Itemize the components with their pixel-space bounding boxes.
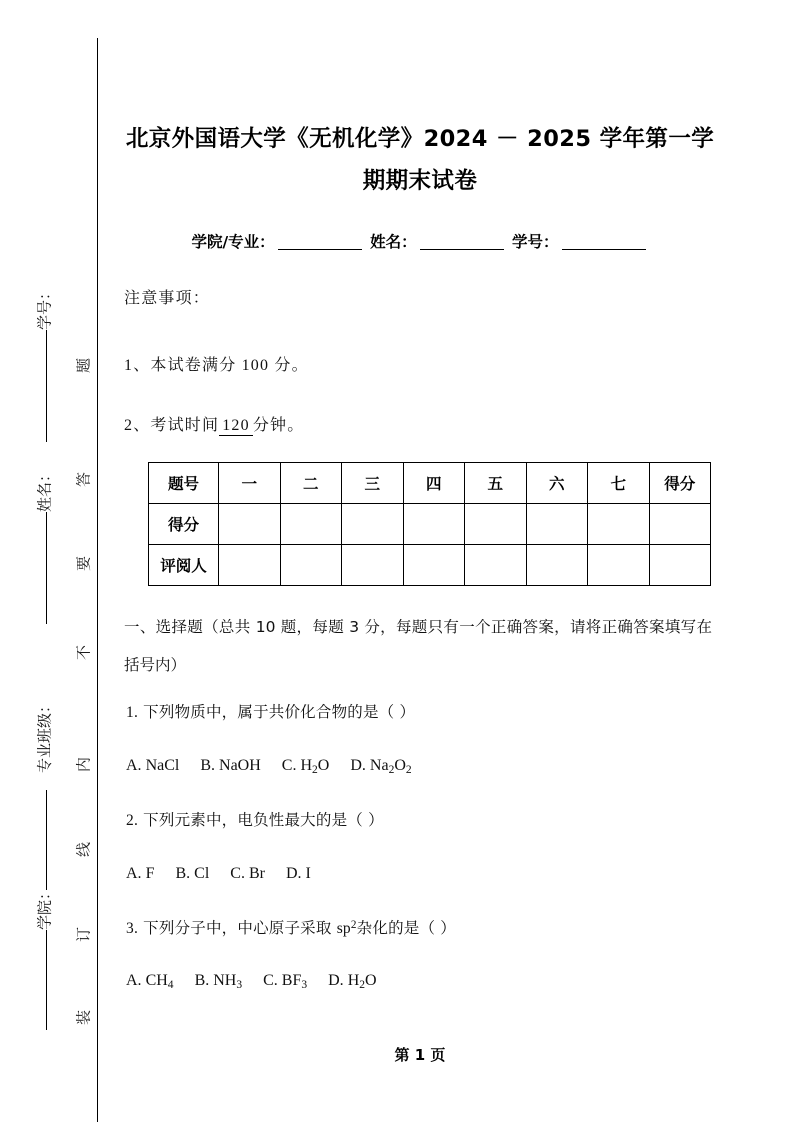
score-cell-1-4[interactable] (465, 545, 527, 586)
name-label: 姓名： (370, 233, 417, 251)
question-3-text-part2: 杂化的是（ ） (356, 919, 456, 937)
option-letter: B. (194, 972, 210, 989)
option-letter: C. (230, 865, 245, 882)
score-cell-1-1[interactable] (280, 545, 342, 586)
margin-field-label-class: 专业班级： (37, 698, 54, 774)
college-major-blank[interactable] (278, 237, 362, 250)
score-cell-1-7[interactable] (649, 545, 711, 586)
score-cell-0-1[interactable] (280, 504, 342, 545)
exam-body (124, 0, 724, 1122)
binding-notice-char-0: 题 (76, 358, 93, 374)
identity-line (124, 230, 716, 252)
page-footer: 第 1 页 (394, 1046, 446, 1064)
option-letter: A. (126, 757, 142, 774)
question-3-stem (126, 916, 456, 938)
question-1-option-b[interactable]: B. NaOH (200, 757, 261, 774)
score-cell-1-2[interactable] (342, 545, 404, 586)
notes-item-1: 1、本试卷满分 100 分。 (124, 357, 309, 374)
score-cell-1-6[interactable] (588, 545, 650, 586)
score-cell-0-2[interactable] (342, 504, 404, 545)
question-3-option-d[interactable]: D. $H_2O$ (328, 972, 377, 991)
exam-duration-value: 120 (219, 417, 253, 436)
score-table-header-2: 二 (280, 463, 342, 504)
question-2-stem (126, 808, 384, 830)
question-3-hybridization-label: $sp^2$ (336, 918, 357, 937)
binding-notice-char-4: 内 (76, 757, 93, 773)
question-3-text-part1: 下列分子中，中心原子采取 (143, 919, 337, 937)
score-cell-0-4[interactable] (465, 504, 527, 545)
score-table-header-8: 得分 (649, 463, 711, 504)
question-3-option-c[interactable]: C. $BF_3$ (263, 972, 308, 991)
option-letter: A. (126, 972, 142, 989)
table-row (149, 504, 711, 545)
question-2-text: 下列元素中，电负性最大的是（ ） (143, 811, 384, 829)
question-1-option-d[interactable]: D. $Na_2O_2$ (350, 757, 412, 776)
notes-item-2-suffix: 分钟。 (252, 417, 305, 434)
score-table-header-4: 四 (403, 463, 465, 504)
question-2-option-b[interactable]: B. Cl (175, 865, 210, 882)
section-one-heading: 一、选择题（总共 10 题，每题 3 分，每题只有一个正确答案，请将正确答案填写在括号内） (124, 618, 712, 674)
question-1-option-c[interactable]: C. $H_2O$ (281, 757, 330, 776)
score-table-header-7: 七 (588, 463, 650, 504)
score-table-header-3: 三 (342, 463, 404, 504)
margin-field-label-name: 姓名： (37, 467, 54, 513)
score-cell-1-3[interactable] (403, 545, 465, 586)
student-id-blank[interactable] (562, 237, 646, 250)
binding-notice-char-3: 不 (76, 645, 93, 661)
option-letter: C. (263, 972, 278, 989)
option-letter: C. (281, 757, 297, 774)
question-2-number: 2. (126, 812, 139, 829)
binding-notice-char-1: 答 (76, 472, 93, 488)
name-blank[interactable] (420, 237, 504, 250)
question-3-option-b[interactable]: B. $NH_3$ (194, 972, 243, 991)
binding-margin (0, 0, 100, 1122)
question-3-number: 3. (126, 920, 139, 937)
margin-field-label-college: 学院： (37, 885, 54, 931)
margin-field-rule-student-id[interactable] (46, 330, 47, 442)
question-2-option-c[interactable]: C. Br (230, 865, 265, 882)
binding-notice-char-7: 装 (76, 1010, 93, 1026)
option-letter: D. (285, 865, 302, 882)
score-table-header-0: 题号 (149, 463, 219, 504)
notes-item-2 (124, 412, 304, 435)
score-table-header-1: 一 (219, 463, 281, 504)
student-id-label: 学号： (511, 233, 559, 251)
score-cell-0-6[interactable] (588, 504, 650, 545)
table-row-header (149, 463, 711, 504)
table-row (149, 545, 711, 586)
college-major-label: 学院/专业： (191, 233, 275, 251)
score-cell-1-5[interactable] (526, 545, 588, 586)
question-1-text: 下列物质中，属于共价化合物的是（ ） (143, 703, 416, 721)
score-row-label-grader: 评阅人 (149, 545, 219, 586)
score-table-header-5: 五 (465, 463, 527, 504)
question-2-option-a[interactable]: A. F (126, 865, 155, 882)
binding-notice-char-2: 要 (76, 556, 93, 572)
score-row-label-score: 得分 (149, 504, 219, 545)
margin-field-rule-college[interactable] (46, 930, 47, 1030)
option-letter: A. (126, 865, 142, 882)
question-1-stem (126, 700, 415, 722)
binding-notice-char-6: 订 (76, 927, 93, 943)
margin-field-rule-name[interactable] (46, 512, 47, 624)
question-2-options (126, 865, 311, 883)
binding-vertical-rule (97, 38, 98, 1122)
score-cell-0-5[interactable] (526, 504, 588, 545)
score-table-header-6: 六 (526, 463, 588, 504)
binding-notice-char-5: 线 (76, 842, 93, 858)
score-cell-0-7[interactable] (649, 504, 711, 545)
question-1-number: 1. (126, 704, 139, 721)
option-letter: D. (328, 972, 344, 989)
score-cell-1-0[interactable] (219, 545, 281, 586)
score-cell-0-3[interactable] (403, 504, 465, 545)
question-3-options (126, 972, 377, 991)
margin-field-label-student-id: 学号： (37, 285, 54, 331)
notes-heading: 注意事项： (124, 290, 211, 307)
question-3-option-a[interactable]: A. $CH_4$ (126, 972, 174, 991)
question-2-option-d[interactable]: D. I (285, 865, 311, 882)
notes-item-2-prefix: 2、考试时间 (124, 417, 220, 434)
option-letter: D. (350, 757, 366, 774)
option-letter: B. (200, 757, 216, 774)
score-cell-0-0[interactable] (219, 504, 281, 545)
score-table (148, 462, 711, 586)
page-title: 北京外国语大学《无机化学》2024 － 2025 学年第一学期期末试卷 (125, 126, 715, 194)
option-letter: B. (175, 865, 191, 882)
question-1-option-a[interactable]: A. NaCl (126, 757, 180, 774)
question-1-options (126, 757, 412, 776)
